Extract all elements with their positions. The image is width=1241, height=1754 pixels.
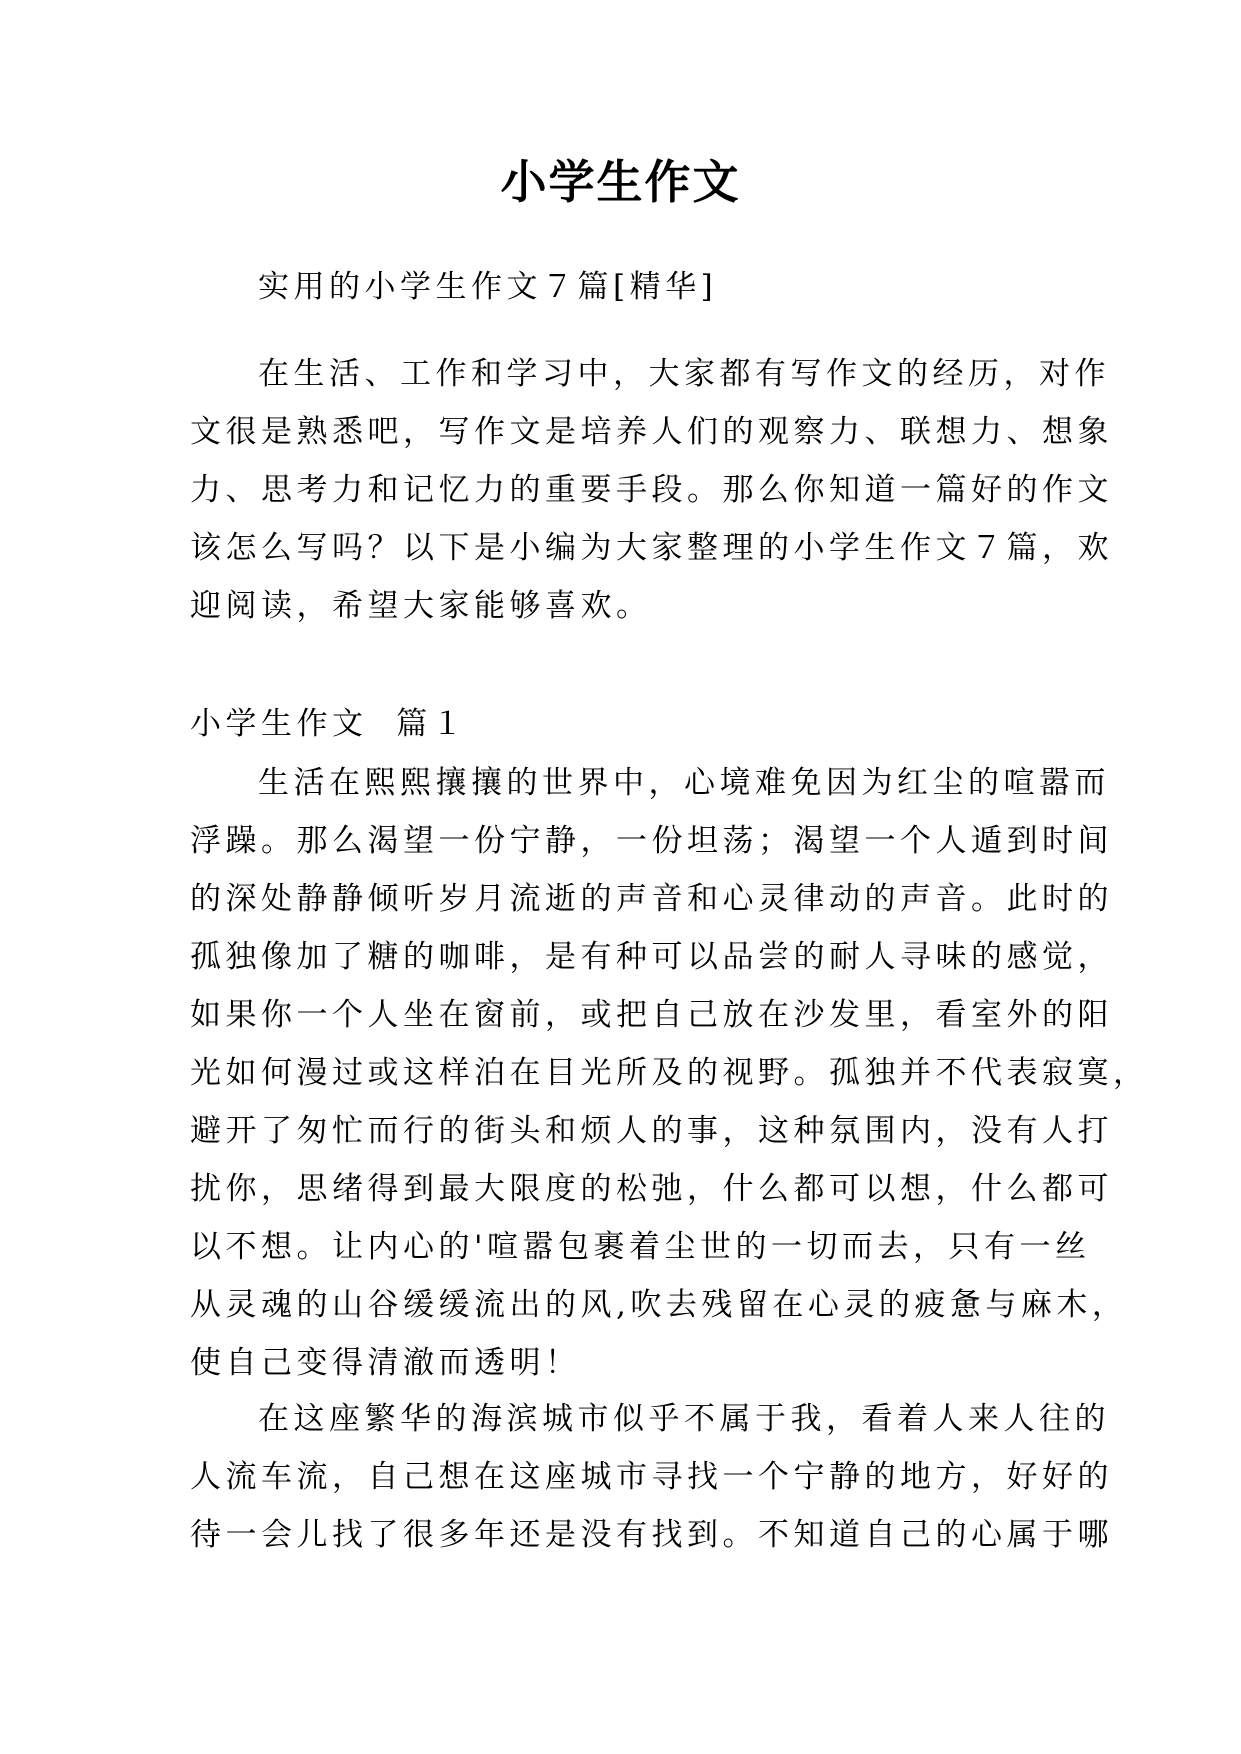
body-paragraph-2 (190, 1390, 1113, 1564)
paragraph-line: 使自己变得清澈而透明！ (190, 1345, 581, 1381)
paragraph-line: 光如何漫过或这样泊在目光所及的视野。孤独并不代表寂寞， (190, 1055, 1149, 1091)
intro-line: 文很是熟悉吧，写作文是培养人们的观察力、联想力、想象 (190, 414, 1113, 450)
intro-line: 在生活、工作和学习中，大家都有写作文的经历，对作 (258, 356, 1110, 392)
paragraph-line: 浮躁。那么渴望一份宁静，一份坦荡；渴望一个人遁到时间 (190, 823, 1113, 859)
paragraph-line: 生活在熙熙攘攘的世界中，心境难免因为红尘的喧嚣而 (258, 765, 1110, 801)
paragraph-line: 的深处静静倾听岁月流逝的声音和心灵律动的声音。此时的 (190, 881, 1113, 917)
document-subtitle: 实用的小学生作文７篇[精华] (258, 269, 718, 305)
paragraph-line: 待一会儿找了很多年还是没有找到。不知道自己的心属于哪 (190, 1517, 1113, 1553)
paragraph-line: 人流车流，自己想在这座城市寻找一个宁静的地方，好好的 (190, 1459, 1113, 1495)
intro-paragraph (190, 345, 1113, 635)
paragraph-line: 避开了匆忙而行的街头和烦人的事，这种氛围内，没有人打 (190, 1113, 1113, 1149)
paragraph-line: 孤独像加了糖的咖啡，是有种可以品尝的耐人寻味的感觉， (190, 939, 1113, 975)
paragraph-line: 扰你，思绪得到最大限度的松弛，什么都可以想，什么都可 (190, 1171, 1113, 1207)
intro-line: 迎阅读，希望大家能够喜欢。 (190, 588, 652, 624)
intro-line: 该怎么写吗？以下是小编为大家整理的小学生作文７篇，欢 (190, 530, 1113, 566)
section-heading: 小学生作文 篇１ (190, 706, 468, 742)
paragraph-line: 以不想。让内心的'喧嚣包裹着尘世的一切而去，只有一丝 (190, 1229, 1091, 1265)
paragraph-line: 如果你一个人坐在窗前，或把自己放在沙发里，看室外的阳 (190, 997, 1113, 1033)
intro-line: 力、思考力和记忆力的重要手段。那么你知道一篇好的作文 (190, 472, 1113, 508)
paragraph-line: 从灵魂的山谷缓缓流出的风,吹去残留在心灵的疲惫与麻木， (190, 1287, 1128, 1323)
body-paragraph-1 (190, 754, 1149, 1392)
paragraph-line: 在这座繁华的海滨城市似乎不属于我，看着人来人往的 (258, 1401, 1110, 1437)
document-title: 小学生作文 (500, 155, 741, 209)
